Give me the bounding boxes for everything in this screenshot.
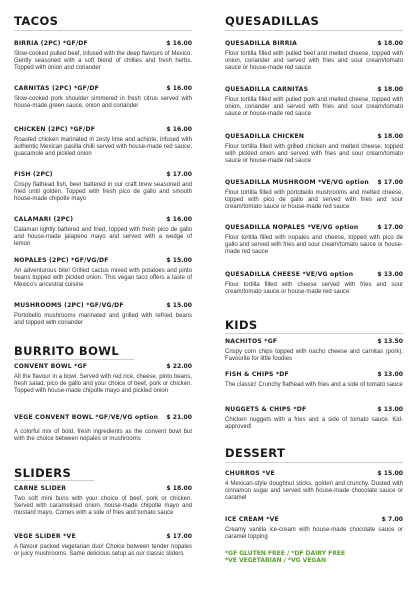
item-description: Flour tortilla filled with portobello mushrooms and melted cheese, topped with pico de gallo and served with fries and sour cream/tomato sauce or house-made red sauce <box>225 190 403 210</box>
section-title-tacos: TACOS <box>14 14 59 28</box>
legend-line-2: *VE VEGETARIAN / *VG VEGAN <box>225 556 327 564</box>
item-name: CALAMARI (2PC) <box>14 216 74 223</box>
item-description: Roasted chicken marinated in zesty lime and achiote, infused with authentic Mexican pasilla chilli served with house-made red sauce, guacamole and pickled onion <box>14 137 192 157</box>
item-description: Flour tortilla filled with pulled beef and melted cheese, topped with onion, coriander and served with fries and sour cream/tomato sauce or house-made red sauce <box>225 51 403 71</box>
menu-item-quesadilla-carnitas <box>225 85 403 118</box>
item-description: The classic! Crunchy flathead with fries and a side of tomato sauce <box>225 382 403 388</box>
item-price: $ 15.00 <box>377 470 403 477</box>
menu-item-calamari <box>14 215 192 248</box>
item-price: $ 13.00 <box>377 406 403 413</box>
item-name: QUESADILLA MUSHROOM *VE/VG option <box>225 179 369 186</box>
item-name: VEGE SLIDER *VE <box>14 533 76 540</box>
item-description: Flour tortilla filled with nopales and cheese, topped with pico de gallo and served with fries and sour cream/tomato sauce or house-made red sauce <box>225 235 403 255</box>
dietary-legend <box>225 551 403 564</box>
item-description: Crispy flathead fish, beer battered in our craft brew seasoned and fried until golden. Topped with fresh pico de gallo and smooth house-made chipotle mayo <box>14 182 192 202</box>
item-description: Chicken nuggets with a fries and a side of tomato sauce. Kid-approved! <box>225 417 403 430</box>
item-description: A colorful mix of bold, fresh ingredients as the convent bowl but with the choice between nopales or mushrooms <box>14 429 192 442</box>
menu-item-nuggets-and-chips <box>225 405 403 431</box>
section-divider <box>225 333 403 334</box>
item-name: NACHITOS *GF <box>225 338 278 345</box>
item-price: $ 16.00 <box>166 216 192 223</box>
item-price: $ 13.50 <box>377 338 403 345</box>
item-name: CONVENT BOWL *GF <box>14 363 88 370</box>
menu-item-nachitos <box>225 337 403 363</box>
menu-item-fish-and-chips <box>225 370 403 389</box>
section-title-dessert: DESSERT <box>225 446 286 460</box>
menu-item-quesadilla-cheese <box>225 270 403 296</box>
menu-item-vege-convent-bowl <box>14 413 192 443</box>
section-divider <box>14 359 134 360</box>
item-price: $ 18.00 <box>377 133 403 140</box>
section-divider <box>225 30 403 31</box>
item-description: 4 Mexican-style doughnut sticks, golden and crunchy. Dusted with cinnamon sugar and served with house-made chocolate sauce or caramel <box>225 481 403 501</box>
section-title-burrito-bowl: BURRITO BOWL <box>14 344 120 358</box>
item-name: QUESADILLA NOPALES *VE/VG option <box>225 224 359 231</box>
item-description: Flour tortilla filled with grilled chicken and melted cheese, topped with pickled onion and served with fries and sour cream/tomato sauce or house-made red sauce <box>225 144 403 164</box>
item-name: QUESADILLA CHEESE *VE/VG option <box>225 271 354 278</box>
item-description: A flavour packed vegetarian duo! Choice between tender nopales or juicy mushrooms. Same delicious setup as our classic sliders <box>14 544 192 557</box>
menu-item-fish <box>14 170 192 203</box>
section-divider <box>14 480 94 481</box>
menu-item-chicken <box>14 125 192 158</box>
menu-item-vege-slider <box>14 532 192 558</box>
item-name: QUESADILLA BIRRIA <box>225 40 298 47</box>
menu-item-churros <box>225 469 403 502</box>
item-price: $ 15.00 <box>166 302 192 309</box>
item-description: Portobello mushrooms marinated and grilled with refried beans and topped with coriander <box>14 313 192 326</box>
item-price: $ 18.00 <box>377 86 403 93</box>
item-name: CARNE SLIDER <box>14 485 67 492</box>
item-description: Slow-cooked pork shoulder simmered in fresh citrus served with house-made green sauce, onion and coriander <box>14 96 192 109</box>
item-name: FISH (2PC) <box>14 171 53 178</box>
item-description: Flour tortilla filled with cheese served with fries and sour cream/tomato sauce or house-made red sauce <box>225 282 403 295</box>
menu-item-ice-cream <box>225 515 403 541</box>
item-description: Calamari lightly battered and fried, topped with fresh pico de gallo and house-made jalapeno mayo and served with a wedge of lemon <box>14 227 192 247</box>
item-name: CHURROS *VE <box>225 470 275 477</box>
section-title-kids: KIDS <box>225 318 258 332</box>
item-price: $ 18.00 <box>377 40 403 47</box>
item-price: $ 17.00 <box>377 179 403 186</box>
item-name: BIRRIA (2PC) *GF/DF <box>14 40 88 47</box>
item-price: $ 21.00 <box>166 414 192 421</box>
item-price: $ 7.00 <box>381 516 403 523</box>
item-price: $ 17.00 <box>166 171 192 178</box>
item-price: $ 22.00 <box>166 363 192 370</box>
item-name: MUSHROOMS (2PC) *GF/VG/DF <box>14 302 124 309</box>
item-name: NUGGETS & CHIPS *DF <box>225 406 307 413</box>
menu-item-mushrooms <box>14 301 192 327</box>
section-title-sliders: SLIDERS <box>14 466 72 480</box>
item-name: FISH & CHIPS *DF <box>225 371 289 378</box>
item-price: $ 17.00 <box>377 224 403 231</box>
item-price: $ 16.00 <box>166 85 192 92</box>
item-price: $ 18.00 <box>166 485 192 492</box>
menu-item-quesadilla-birria <box>225 39 403 72</box>
section-divider <box>225 462 403 463</box>
menu-item-carnitas <box>14 84 192 110</box>
item-description: Creamy vanilla ice-cream with house-made chocolate sauce or caramel topping <box>225 527 403 540</box>
menu-item-convent-bowl <box>14 362 192 395</box>
item-name: CHICKEN (2PC) *GF/DF <box>14 126 96 133</box>
menu-item-carne-slider <box>14 484 192 517</box>
item-price: $ 15.00 <box>166 257 192 264</box>
item-name: QUESADILLA CHICKEN <box>225 133 305 140</box>
section-title-quesadillas: QUESADILLAS <box>225 14 320 28</box>
section-divider <box>14 30 192 31</box>
item-price: $ 16.00 <box>166 40 192 47</box>
item-description: Slow-cooked pulled beef, infused with the deep flavours of Mexico. Gently seasoned with a soft blend of chillies and fresh herbs. Topped with onion and coriander <box>14 51 192 71</box>
menu-item-nopales <box>14 256 192 289</box>
menu-item-quesadilla-mushroom <box>225 178 403 211</box>
item-name: NOPALES (2PC) *GF/VG/DF <box>14 257 109 264</box>
item-description: Flour tortilla filled with pulled pork and melted cheese, topped with onion, coriander and served with fries and sour cream/tomato sauce or house-made red sauce <box>225 97 403 117</box>
item-name: VEGE CONVENT BOWL *GF/VE/VG option <box>14 414 159 421</box>
item-description: Two soft mini buns with your choice of beef, pork or chicken. Served with caramelised onion, house-made chipotle mayo and mustard mayo. Comes with a side of fries and tomato sauce <box>14 496 192 516</box>
legend-line-1: *GF GLUTEN FREE / *DF DAIRY FREE <box>225 550 346 557</box>
item-description: An adventurous bite! Grilled cactus mixed with potatoes and pinto beans topped with pickled onion. This vegan taco offers a taste of Mexico's ancestral cuisine <box>14 268 192 288</box>
menu-item-quesadilla-nopales <box>225 223 403 256</box>
item-price: $ 17.00 <box>166 533 192 540</box>
item-description: Crispy corn chips topped with nacho cheese and carnitas (pork). Favourite for little foodies <box>225 349 403 362</box>
item-name: ICE CREAM *VE <box>225 516 279 523</box>
item-price: $ 13.00 <box>377 271 403 278</box>
item-price: $ 13.00 <box>377 371 403 378</box>
item-description: All the flavour in a bowl. Served with red rice, cheese, pinto beans, fresh salad, pico de gallo and your choice of beef, pork or chicken. Topped with house-made chipotle mayo and pickled onion <box>14 374 192 394</box>
menu-item-birria <box>14 39 192 72</box>
item-name: QUESADILLA CARNITAS <box>225 86 309 93</box>
menu-item-quesadilla-chicken <box>225 132 403 165</box>
item-name: CARNITAS (2PC) *GF/DF <box>14 85 100 92</box>
item-price: $ 16.00 <box>166 126 192 133</box>
